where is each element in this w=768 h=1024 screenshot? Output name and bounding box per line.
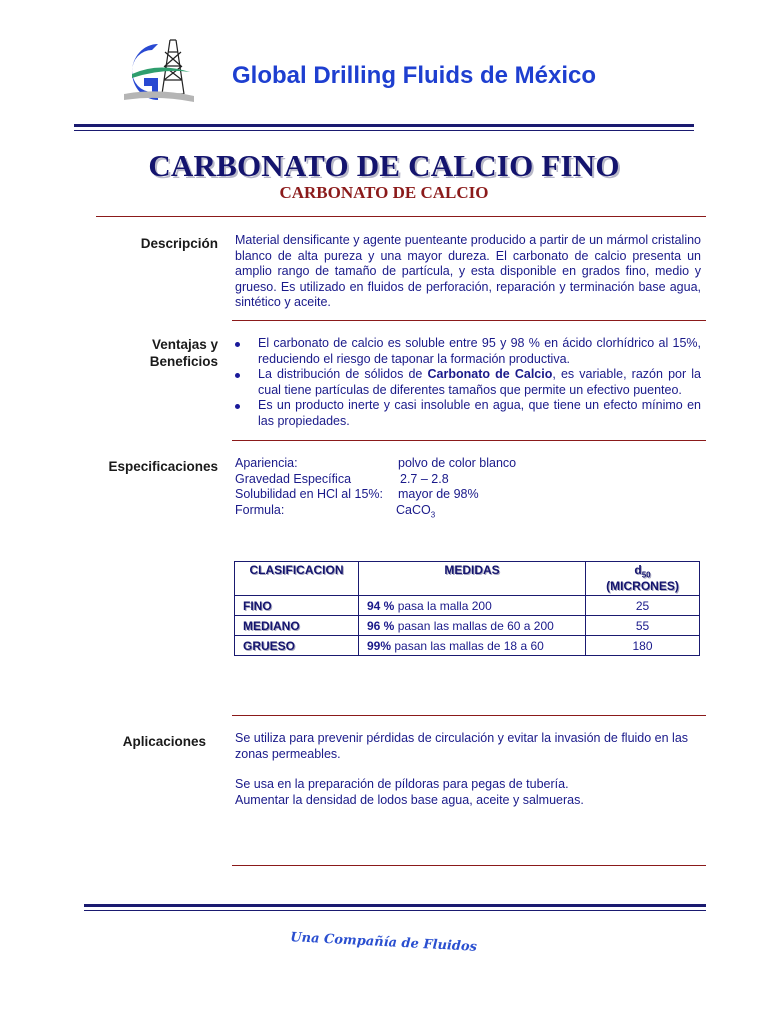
especificaciones-list xyxy=(235,456,701,518)
page-subtitle: CARBONATO DE CALCIO xyxy=(279,183,489,202)
formula-text: CaCO xyxy=(396,502,431,517)
table-cell-medidas xyxy=(359,636,586,656)
spec-value xyxy=(396,503,435,523)
ventajas-bullet-text: Es un producto inerte y casi insoluble en agua, que tiene un efecto mínimo en las propiedades. xyxy=(258,398,701,428)
ventajas-bullet-bold: Carbonato de Calcio xyxy=(427,367,553,381)
aplicaciones-text xyxy=(235,731,701,808)
table-row xyxy=(235,636,700,656)
aplicaciones-paragraph: Se usa en la preparación de píldoras para pegas de tubería. xyxy=(235,777,569,791)
especificaciones-label: Especificaciones xyxy=(108,459,218,474)
table-cell-medidas xyxy=(359,616,586,636)
table-cell-clasificacion: GRUESO xyxy=(235,636,359,656)
header-rule-thin xyxy=(74,130,694,131)
footer-slogan: Una Compañía de Fluidos xyxy=(289,930,478,955)
table-header-medidas: MEDIDAS xyxy=(359,562,586,596)
spec-key: Apariencia: xyxy=(235,456,298,470)
spec-value: mayor de 98% xyxy=(398,487,479,501)
table-header-d50 xyxy=(586,562,700,596)
ventajas-list xyxy=(234,336,701,429)
table-row xyxy=(235,616,700,636)
table-cell-d50: 180 xyxy=(586,636,700,656)
section-divider xyxy=(232,320,706,321)
spec-key: Formula: xyxy=(235,502,285,517)
medidas-text: pasan las mallas de 60 a 200 xyxy=(394,618,554,633)
table-cell-clasificacion: FINO xyxy=(235,596,359,616)
bullet-dot xyxy=(235,373,240,378)
spec-value: polvo de color blanco xyxy=(398,456,517,470)
spec-row xyxy=(235,503,701,519)
section-divider xyxy=(232,715,706,716)
spec-value: 2.7 – 2.8 xyxy=(400,471,449,486)
ventajas-bullet xyxy=(234,336,701,367)
section-divider xyxy=(232,440,706,441)
formula-subscript: 3 xyxy=(430,510,436,519)
spec-row xyxy=(235,487,701,503)
title-divider xyxy=(96,216,706,217)
ventajas-bullet xyxy=(234,367,701,398)
table-header-row xyxy=(235,562,700,596)
medidas-text: pasa la malla 200 xyxy=(394,598,492,613)
spec-key: Solubilidad en HCl al 15%: xyxy=(235,487,384,501)
descripcion-label: Descripción xyxy=(140,236,218,251)
d50-symbol: d xyxy=(634,563,642,577)
table-cell-medidas xyxy=(359,596,586,616)
table-cell-d50: 55 xyxy=(586,616,700,636)
ventajas-bullet-text: , es variable, razón por la cual tiene partículas de diferentes tamaños que permite un efectivo puenteo. xyxy=(258,367,701,397)
medidas-text: pasan las mallas de 18 a 60 xyxy=(391,638,544,653)
d50-unit: (MICRONES) xyxy=(606,579,679,594)
descripcion-text: Material densificante y agente puenteante producido a partir de un mármol cristalino blanco de alta pureza y una mayor dureza. El carbonato de calcio presenta un amplio rango de tamaño de partícula, y esta disponible en grados fino, medio y grueso. Es utilizado en fluidos de perforación, reparación y terminación base agua, sintético y aceite. xyxy=(235,233,701,309)
ventajas-label xyxy=(90,336,218,370)
bullet-dot xyxy=(235,404,240,409)
spec-row xyxy=(235,456,701,472)
footer-rule-thick xyxy=(84,904,706,907)
aplicaciones-label: Aplicaciones xyxy=(122,734,206,749)
aplicaciones-paragraph: Aumentar la densidad de lodos base agua, aceite y salmueras. xyxy=(235,792,584,807)
spec-key: Gravedad Específica xyxy=(235,471,352,486)
classification-table xyxy=(234,561,700,656)
ventajas-bullet-text: La distribución de sólidos de xyxy=(258,367,428,381)
company-name: Global Drilling Fluids de México xyxy=(232,62,597,89)
ventajas-bullet xyxy=(234,398,701,429)
section-divider xyxy=(232,865,706,866)
header-rule-thick xyxy=(74,124,694,127)
aplicaciones-paragraph: Se utiliza para prevenir pérdidas de circulación y evitar la invasión de fluido en las zonas permeables. xyxy=(235,731,689,761)
spec-row xyxy=(235,472,701,488)
ventajas-label-line2: Beneficios xyxy=(149,354,218,369)
footer-rule-thin xyxy=(84,910,706,911)
bullet-dot xyxy=(235,342,240,347)
company-logo xyxy=(118,32,198,112)
table-cell-clasificacion: MEDIANO xyxy=(235,616,359,636)
medidas-percent: 99% xyxy=(367,638,392,653)
table-cell-d50: 25 xyxy=(586,596,700,616)
ventajas-bullet-text: El carbonato de calcio es soluble entre 95 y 98 % en ácido clorhídrico al 15%, reduciendo el riesgo de taponar la formación productiva. xyxy=(258,336,701,366)
medidas-percent: 94 % xyxy=(367,598,395,613)
medidas-percent: 96 % xyxy=(367,618,395,633)
table-row xyxy=(235,596,700,616)
page-title: CARBONATO DE CALCIO FINO xyxy=(148,148,620,183)
d50-subscript: 50 xyxy=(641,570,651,580)
ventajas-label-line1: Ventajas y xyxy=(151,337,218,352)
table-header-clasificacion: CLASIFICACION xyxy=(235,562,359,596)
